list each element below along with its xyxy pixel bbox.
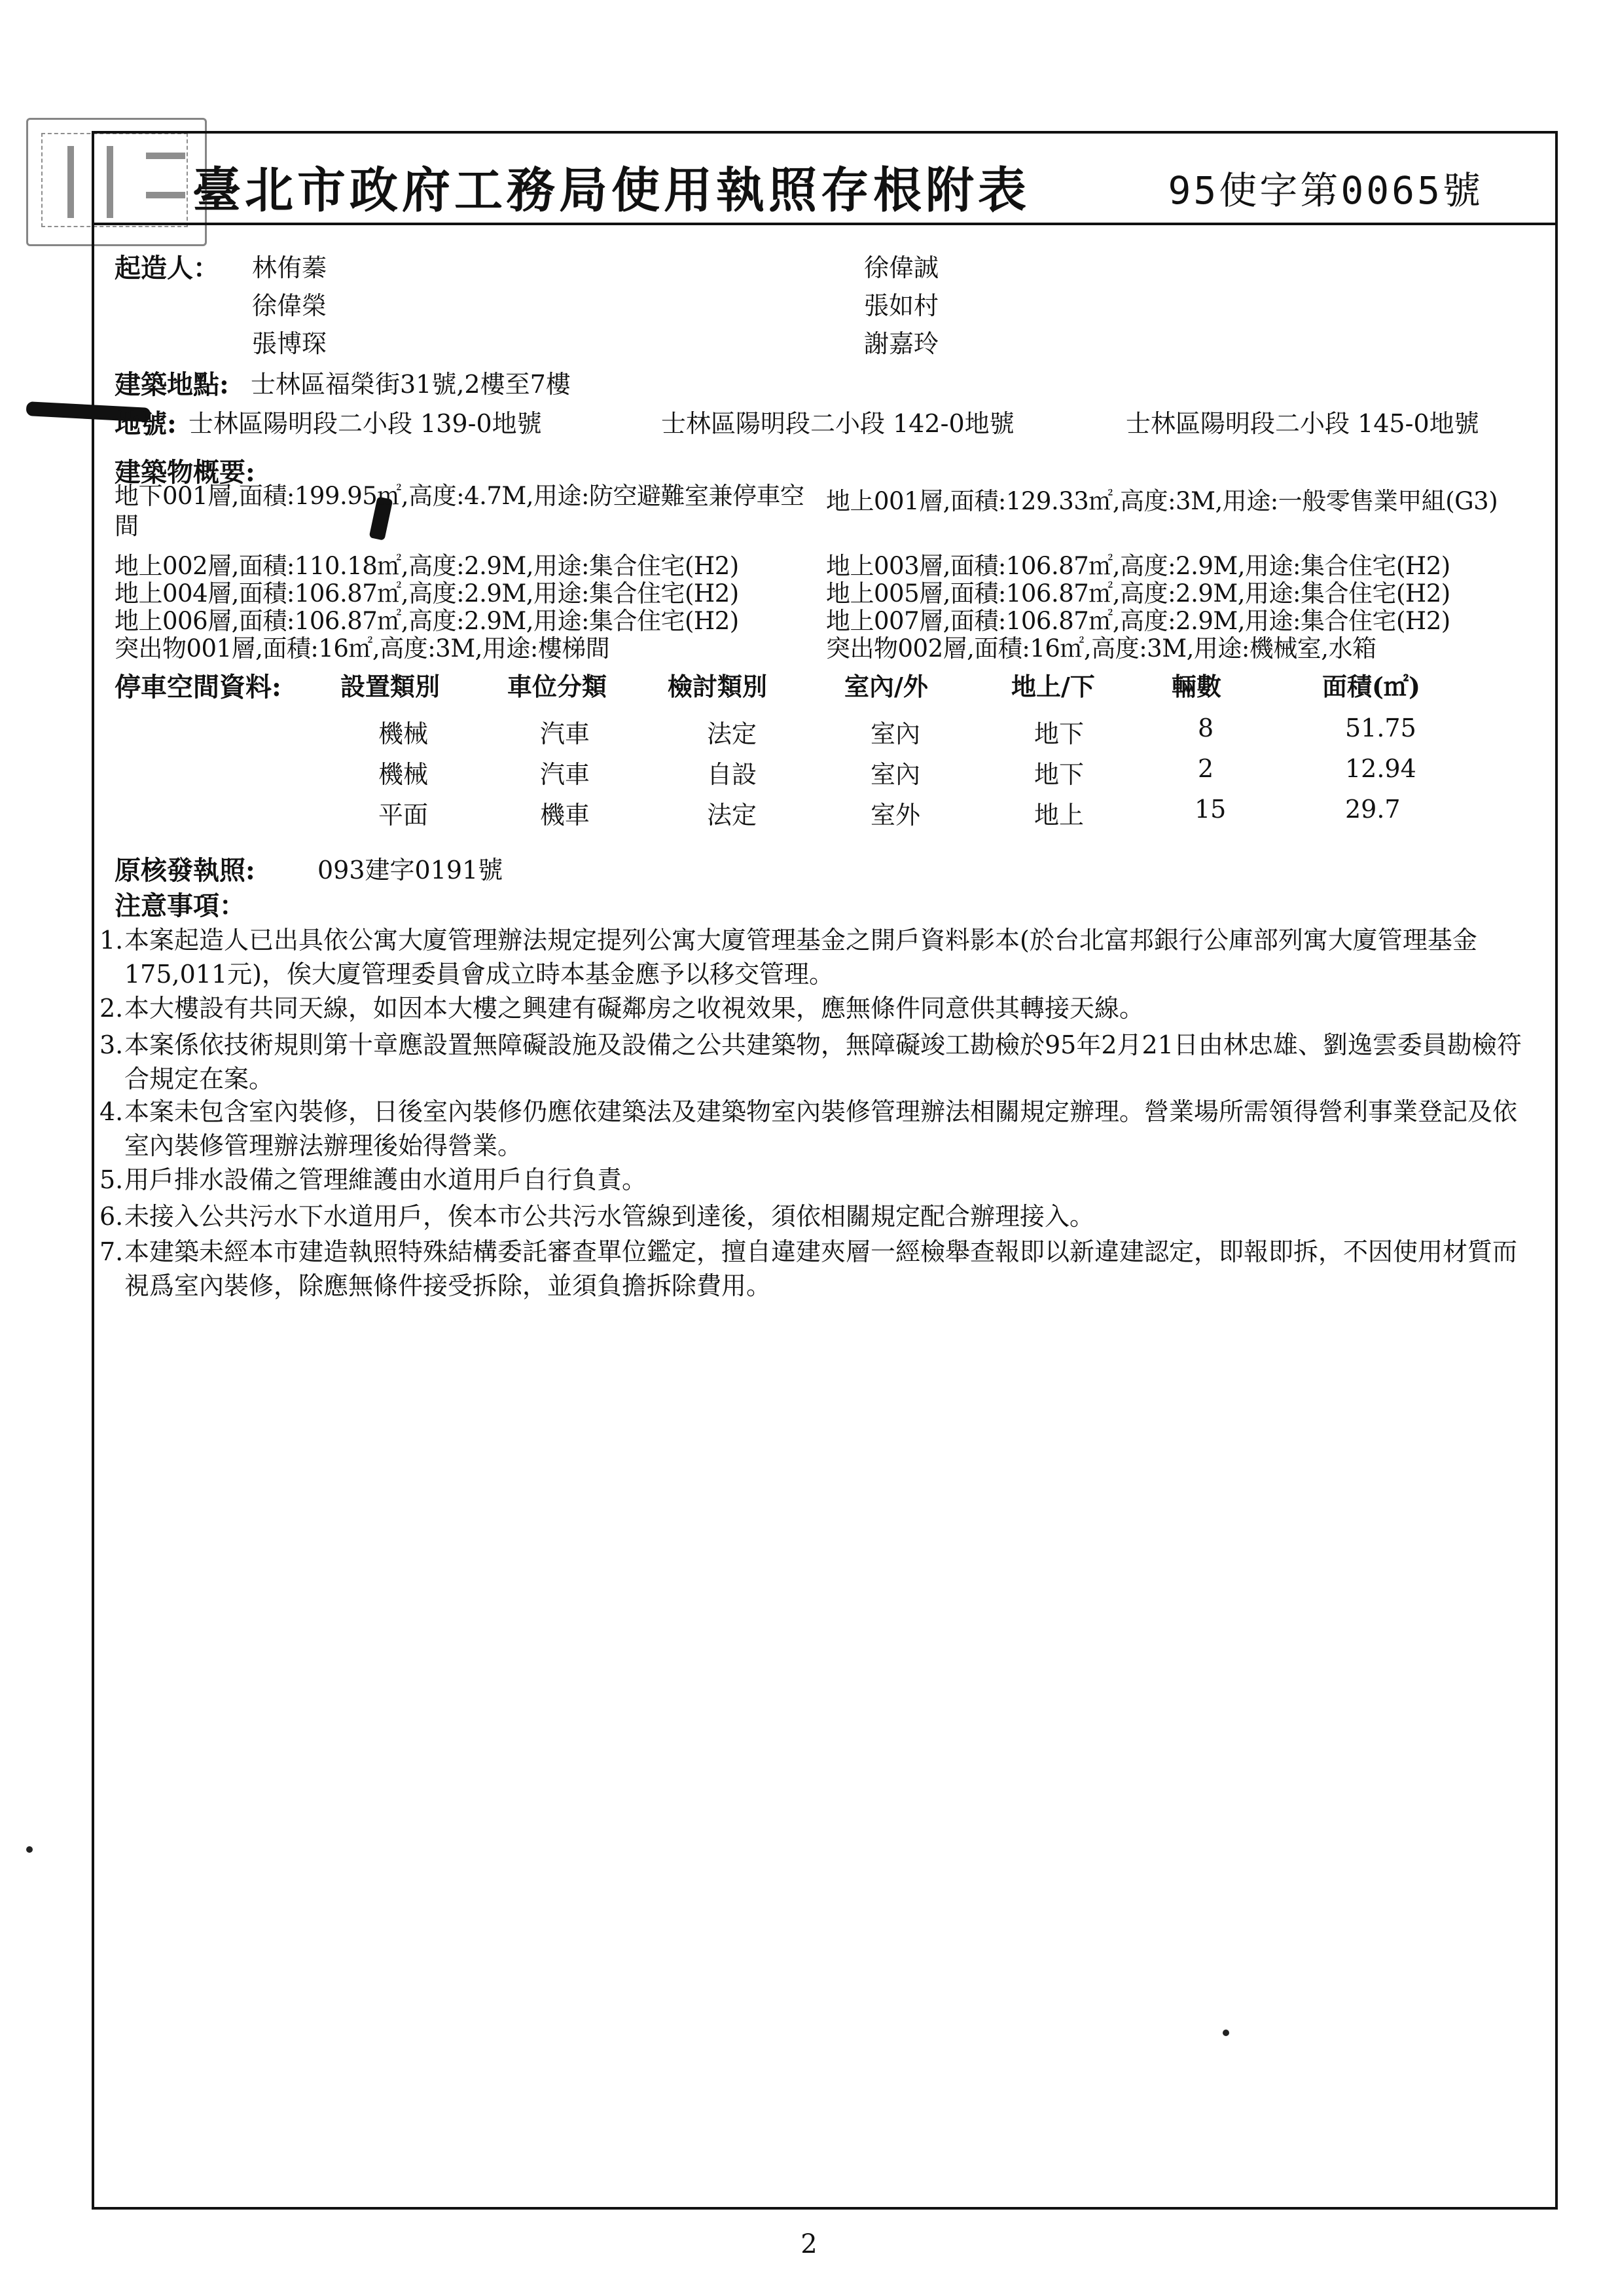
applicant-name: 謝嘉玲 <box>864 329 939 358</box>
parking-cell: 12.94 <box>1345 754 1416 783</box>
seal-stroke <box>67 146 74 218</box>
parking-cell: 法定 <box>707 720 757 748</box>
note-item <box>99 1095 1538 1163</box>
parking-cell: 15 <box>1195 795 1227 824</box>
parking-cell: 29.7 <box>1345 795 1401 824</box>
note-item <box>99 991 1525 1025</box>
note-number: 6. <box>99 1202 124 1231</box>
parking-cell: 法定 <box>707 801 757 829</box>
lot-number: 士林區陽明段二小段 145-0地號 <box>1126 409 1479 438</box>
lot-number: 士林區陽明段二小段 142-0地號 <box>661 409 1015 438</box>
note-item <box>99 1028 1538 1096</box>
parking-cell: 機車 <box>540 801 590 829</box>
parking-header: 地上/下 <box>1011 672 1095 701</box>
parking-cell: 自設 <box>707 760 757 789</box>
floor-entry: 地上003層,面積:106.87㎡,高度:2.9M,用途:集合住宅(H2) <box>826 552 1450 580</box>
floor-entry: 地上006層,面積:106.87㎡,高度:2.9M,用途:集合住宅(H2) <box>115 607 739 635</box>
lot-number: 士林區陽明段二小段 139-0地號 <box>189 409 542 438</box>
parking-cell: 地上 <box>1034 801 1085 829</box>
parking-cell: 室內 <box>871 720 921 748</box>
applicant-name: 林侑蓁 <box>252 253 327 282</box>
parking-cell: 地下 <box>1034 720 1085 748</box>
floor-entry: 地上007層,面積:106.87㎡,高度:2.9M,用途:集合住宅(H2) <box>826 607 1450 635</box>
parking-cell: 8 <box>1198 714 1214 742</box>
notes-label: 注意事項： <box>115 890 245 921</box>
page-number: 2 <box>800 2229 818 2259</box>
note-item <box>99 1235 1538 1303</box>
parking-cell: 汽車 <box>540 720 590 748</box>
location-label: 建築地點: <box>115 369 229 400</box>
parking-cell: 地下 <box>1034 760 1085 789</box>
note-text: 本案未包含室內裝修，日後室內裝修仍應依建築法及建築物室內裝修管理辦法相關規定辦理。營業場所需領得營利事業登記及依室內裝修管理辦法辦理後始得營業。 <box>124 1097 1518 1160</box>
parking-cell: 平面 <box>378 801 429 829</box>
note-item <box>99 923 1538 991</box>
parking-label: 停車空間資料: <box>115 672 281 702</box>
parking-cell: 51.75 <box>1345 714 1416 742</box>
parking-cell: 機械 <box>378 720 429 748</box>
parking-cell: 2 <box>1198 754 1214 783</box>
location-value: 士林區福榮街31號,2樓至7樓 <box>251 370 571 399</box>
applicant-name: 張博琛 <box>252 329 327 358</box>
parking-header: 面積(㎡) <box>1322 672 1420 701</box>
floor-entry: 突出物001層,面積:16㎡,高度:3M,用途:樓梯間 <box>115 634 610 663</box>
parking-header: 輛數 <box>1172 672 1222 701</box>
document-title: 臺北市政府工務局使用執照存根附表 <box>192 162 1030 219</box>
floor-entry: 地下001層,面積:199.95㎡,高度:4.7M,用途:防空避難室兼停車空間 <box>115 482 804 540</box>
lots-label: 地號: <box>115 409 177 439</box>
note-number: 7. <box>99 1237 124 1266</box>
applicants-label: 起造人： <box>115 253 219 283</box>
parking-header: 檢討類別 <box>668 672 768 701</box>
parking-header: 室內/外 <box>844 672 928 701</box>
note-text: 本建築未經本市建造執照特殊結構委託審查單位鑑定，擅自違建夾層一經檢舉查報即以新違建認定，即報即拆，不因使用材質而視爲室內裝修，除應無條件接受拆除，並須負擔拆除費用。 <box>124 1237 1518 1300</box>
note-text: 用戶排水設備之管理維護由水道用戶自行負責。 <box>124 1165 647 1194</box>
note-number: 1. <box>99 926 124 955</box>
building-summary-label: 建築物概要: <box>115 457 255 488</box>
scan-speck <box>26 1846 33 1853</box>
applicant-name: 徐偉誠 <box>864 253 939 282</box>
note-item <box>99 1163 1525 1197</box>
title-row <box>94 134 1555 225</box>
original-license-label: 原核發執照: <box>115 855 255 886</box>
parking-cell: 室外 <box>871 801 921 829</box>
note-number: 5. <box>99 1165 124 1194</box>
note-item <box>99 1199 1525 1233</box>
floor-entry: 地上005層,面積:106.87㎡,高度:2.9M,用途:集合住宅(H2) <box>826 579 1450 608</box>
applicant-name: 張如村 <box>864 291 939 320</box>
parking-cell: 汽車 <box>540 760 590 789</box>
floor-entry: 突出物002層,面積:16㎡,高度:3M,用途:機械室,水箱 <box>826 634 1376 663</box>
note-number: 2. <box>99 994 124 1023</box>
parking-header: 車位分類 <box>507 672 607 701</box>
note-number: 4. <box>99 1097 124 1126</box>
note-number: 3. <box>99 1030 124 1059</box>
original-license-value: 093建字0191號 <box>317 856 503 884</box>
note-text: 未接入公共污水下水道用戶，俟本市公共污水管線到達後，須依相關規定配合辦理接入。 <box>124 1202 1095 1231</box>
parking-header: 設置類別 <box>340 672 440 701</box>
floor-entry: 地上001層,面積:129.33㎡,高度:3M,用途:一般零售業甲組(G3) <box>826 487 1498 515</box>
note-text: 本案起造人已出具依公寓大廈管理辦法規定提列公寓大廈管理基金之開戶資料影本(於台北富邦銀行公庫部列寓大廈管理基金175,011元)，俟大廈管理委員會成立時本基金應予以移交管理。 <box>124 926 1477 989</box>
parking-cell: 機械 <box>378 760 429 789</box>
floor-entry: 地上002層,面積:110.18㎡,高度:2.9M,用途:集合住宅(H2) <box>115 552 739 580</box>
applicant-name: 徐偉榮 <box>252 291 327 320</box>
parking-cell: 室內 <box>871 760 921 789</box>
note-text: 本大樓設有共同天線，如因本大樓之興建有礙鄰房之收視效果，應無條件同意供其轉接天線。 <box>124 994 1145 1023</box>
floor-entry: 地上004層,面積:106.87㎡,高度:2.9M,用途:集合住宅(H2) <box>115 579 739 608</box>
scan-speck <box>1223 2030 1229 2036</box>
note-text: 本案係依技術規則第十章應設置無障礙設施及設備之公共建築物，無障礙竣工勘檢於95年2月21日由林忠雄、劉逸雲委員勘檢符合規定在案。 <box>124 1030 1522 1093</box>
permit-number: 95使字第0065號 <box>1168 168 1483 213</box>
